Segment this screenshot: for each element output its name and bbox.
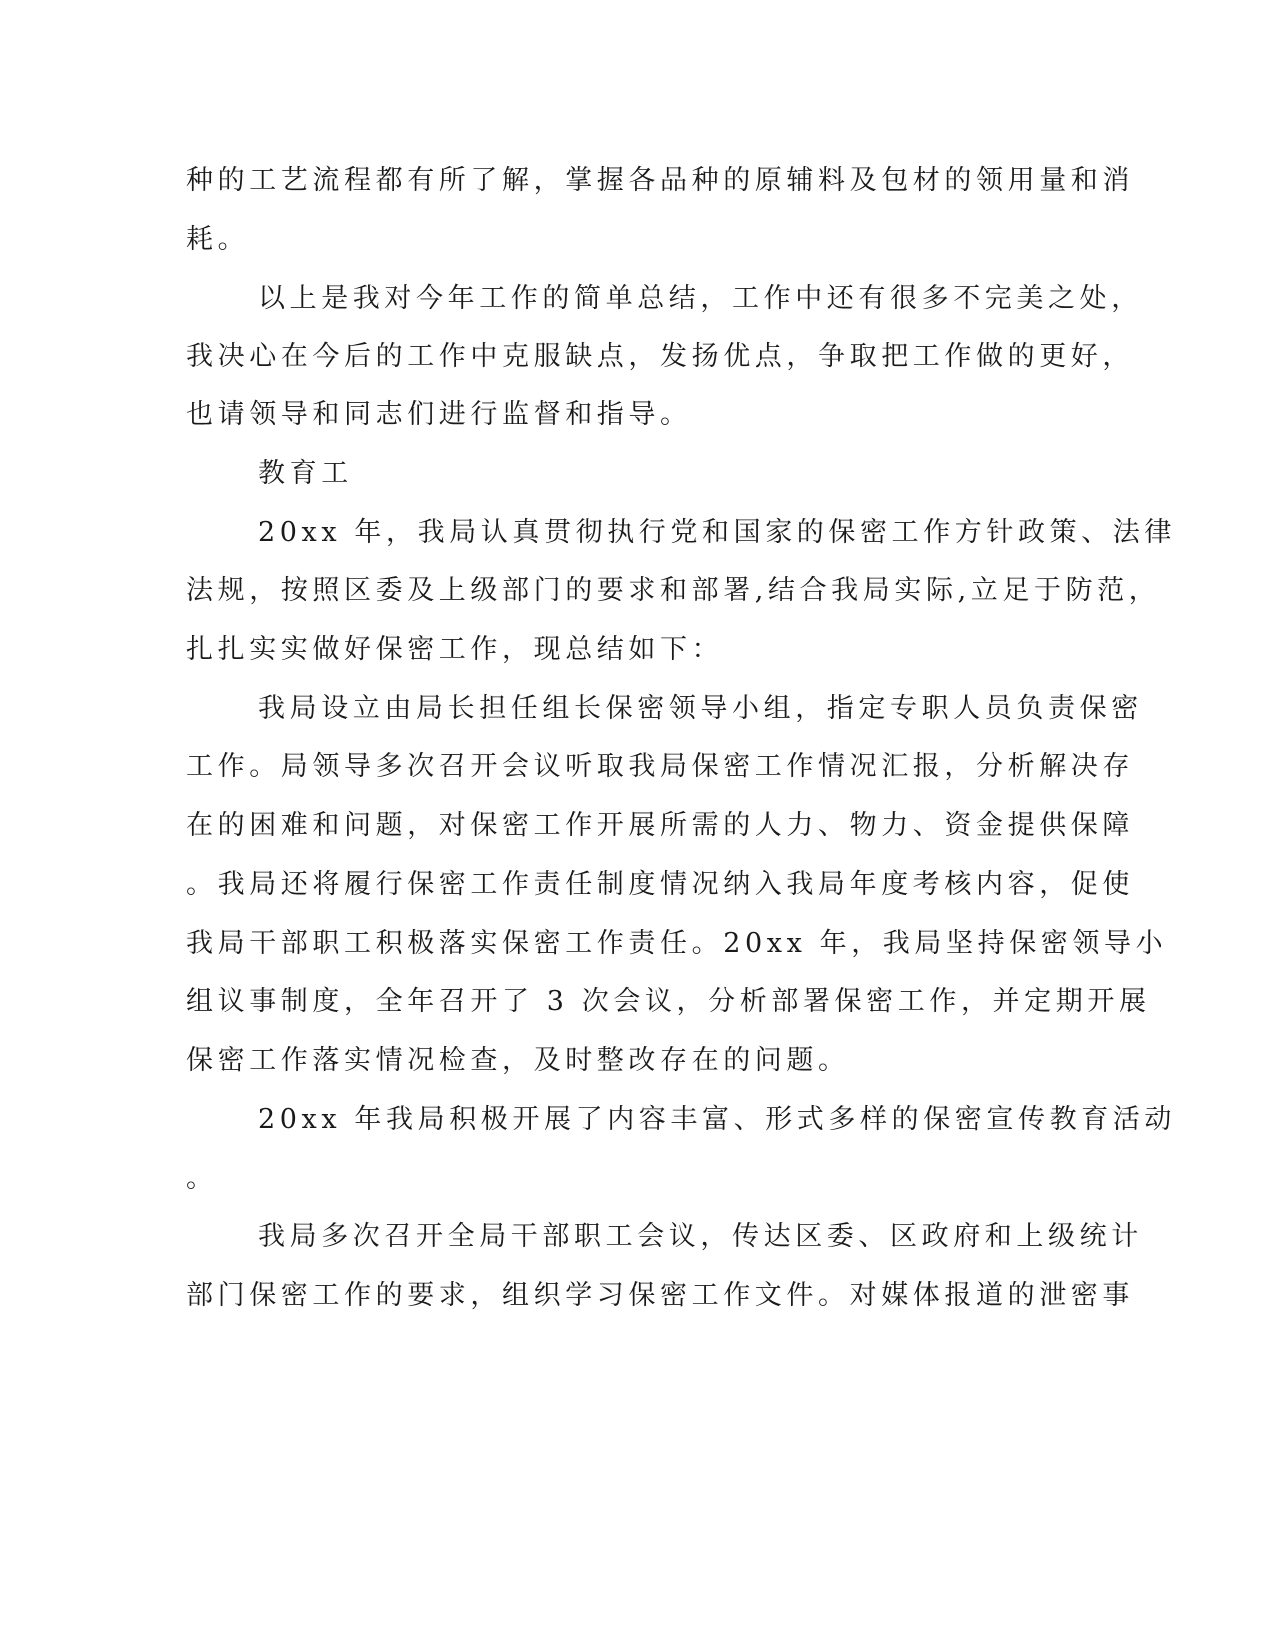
paragraph-start-line: 我局多次召开全局干部职工会议，传达区委、区政府和上级统计	[258, 1221, 1143, 1252]
body-text-line: 我决心在今后的工作中克服缺点，发扬优点，争取把工作做的更好，	[186, 341, 1134, 372]
body-text-line: 部门保密工作的要求，组织学习保密工作文件。对媒体报道的泄密事	[186, 1280, 1134, 1311]
body-text-line: 法规，按照区委及上级部门的要求和部署,结合我局实际,立足于防范，	[186, 575, 1161, 606]
body-text-line: 种的工艺流程都有所了解，掌握各品种的原辅料及包材的领用量和消	[186, 165, 1134, 196]
body-text-line: 。我局还将履行保密工作责任制度情况纳入我局年度考核内容，促使	[186, 869, 1134, 900]
paragraph-start-line: 20xx 年我局积极开展了内容丰富、形式多样的保密宣传教育活动	[258, 1104, 1176, 1135]
body-text-line: 耗。	[186, 224, 250, 255]
paragraph-start-line: 以上是我对今年工作的简单总结，工作中还有很多不完美之处，	[258, 283, 1143, 314]
body-text-line: 保密工作落实情况检查，及时整改存在的问题。	[186, 1045, 850, 1076]
body-text-line: 组议事制度，全年召开了 3 次会议，分析部署保密工作，并定期开展	[186, 986, 1151, 1017]
section-heading: 教育工	[258, 458, 353, 489]
paragraph-start-line: 我局设立由局长担任组长保密领导小组，指定专职人员负责保密	[258, 693, 1143, 724]
body-text-line: 。	[186, 1163, 218, 1194]
body-text-line: 也请领导和同志们进行监督和指导。	[186, 399, 692, 430]
body-text-line: 扎扎实实做好保密工作，现总结如下：	[186, 634, 724, 665]
body-text-line: 在的困难和问题，对保密工作开展所需的人力、物力、资金提供保障	[186, 810, 1134, 841]
paragraph-start-line: 20xx 年，我局认真贯彻执行党和国家的保密工作方针政策、法律	[258, 517, 1176, 548]
body-text-line: 工作。局领导多次召开会议听取我局保密工作情况汇报，分析解决存	[186, 751, 1134, 782]
body-text-line: 我局干部职工积极落实保密工作责任。20xx 年，我局坚持保密领导小	[186, 928, 1168, 959]
